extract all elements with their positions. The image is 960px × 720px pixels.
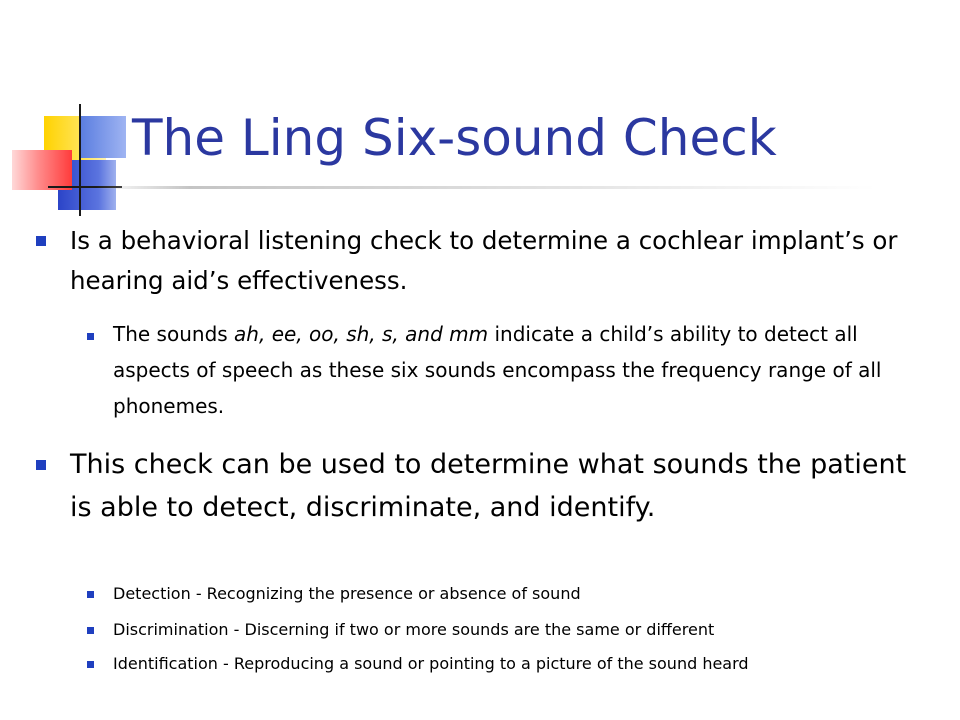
square-bullet-icon bbox=[36, 460, 46, 470]
sub-bullet-text-end: indicate a child’s ability to detect all aspects of speech as these six sounds encompass the frequency range of all phonemes. bbox=[113, 322, 882, 418]
sub-bullet-text: Discrimination - Discerning if two or more sounds are the same or different bbox=[113, 620, 715, 639]
square-bullet-icon bbox=[36, 236, 46, 246]
sub-bullet-text bbox=[113, 316, 933, 424]
sub-bullet-text: Detection - Recognizing the presence or absence of sound bbox=[113, 584, 581, 603]
square-bullet-icon bbox=[87, 661, 94, 668]
sub-bullet-text-start: The sounds bbox=[113, 322, 235, 346]
square-bullet-icon bbox=[87, 627, 94, 634]
slide-title: The Ling Six-sound Check bbox=[132, 109, 777, 167]
bullet-text: Is a behavioral listening check to determine a cochlear implant’s or hearing aid’s effectiveness. bbox=[70, 226, 898, 295]
square-bullet-icon bbox=[87, 333, 94, 340]
square-bullet-icon bbox=[87, 591, 94, 598]
bullet-text: This check can be used to determine what sounds the patient is able to detect, discriminate, and identify. bbox=[70, 449, 907, 523]
sub-bullet-text: Identification - Reproducing a sound or pointing to a picture of the sound heard bbox=[113, 654, 749, 673]
ling-sounds-list: ah, ee, oo, sh, s, and mm bbox=[234, 322, 489, 346]
